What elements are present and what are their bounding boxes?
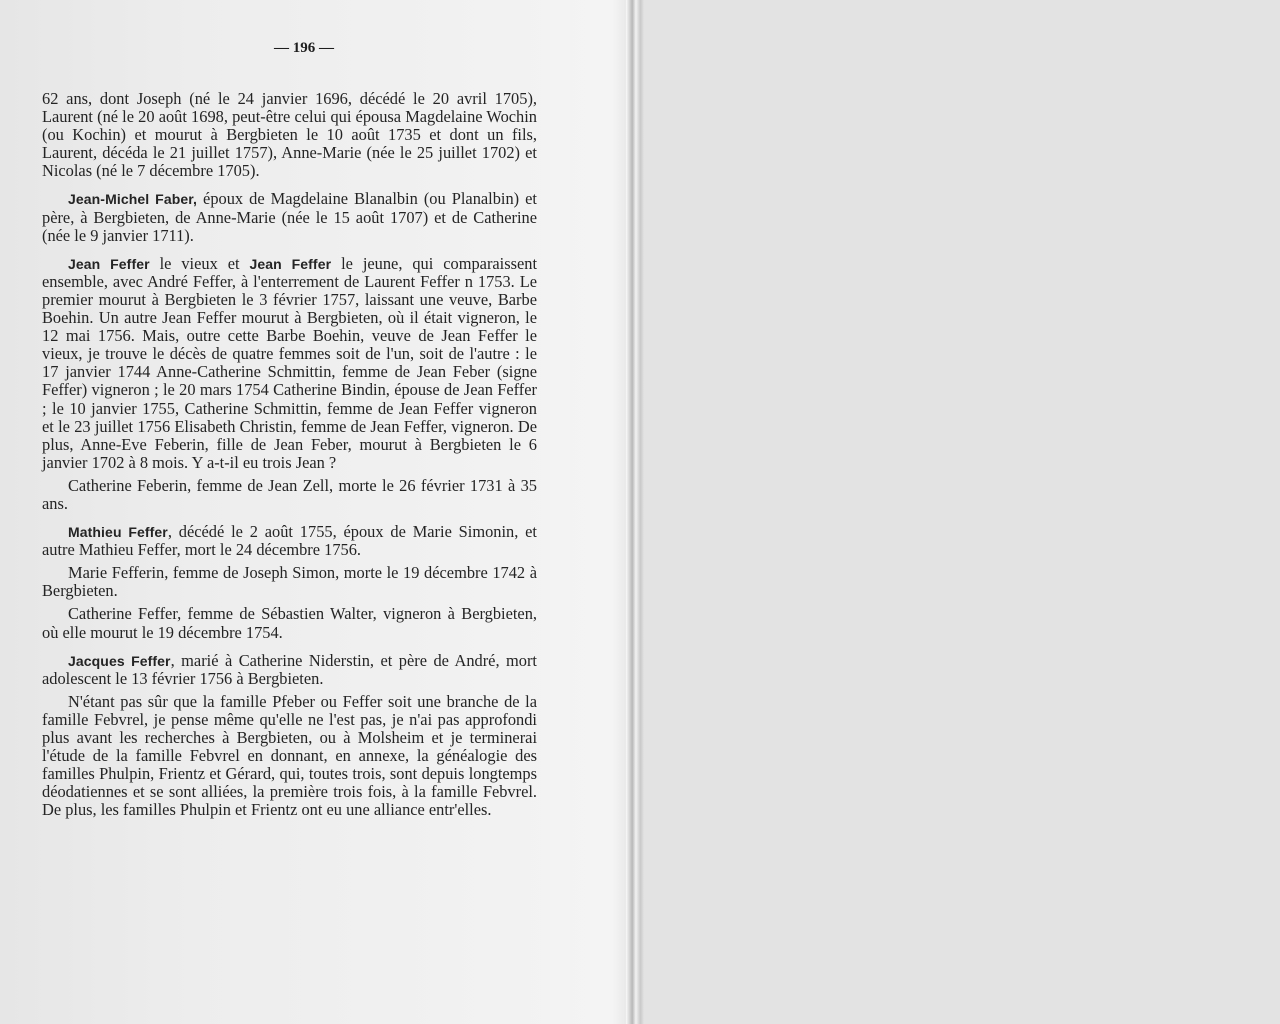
paragraph-6	[42, 564, 537, 600]
page-body	[42, 90, 537, 819]
paragraph-text: époux de Magdelaine Blanalbin (ou Planalbin) et père, à Bergbieten, de Anne-Marie (née le 15 août 1707) et de Catherine (née le 9 janvier 1711).	[42, 189, 537, 245]
paragraph-text: , marié à Catherine Niderstin, et père de André, mort adolescent le 13 février 1756 à Bergbieten.	[42, 650, 537, 688]
paragraph-text: le vieux et	[149, 253, 250, 273]
person-name: Jean Feffer	[249, 255, 332, 272]
person-name: Jacques Feffer	[68, 652, 171, 669]
paragraph-5	[42, 523, 537, 559]
person-name: Jean-Michel Faber,	[68, 191, 198, 208]
book-gutter	[626, 0, 644, 1024]
paragraph-4	[42, 477, 537, 513]
paragraph-text: le jeune, qui comparaissent ensemble, avec André Feffer, à l'enterrement de Laurent Feffer n 1753. Le premier mourut à Bergbieten le 3 février 1757, laissant une veuve, Barbe Boehin. Un autre Jean Feffer mourut à Bergbieten, où il était vigneron, le 12 mai 1756. Mais, outre cette Barbe Boehin, veuve de Jean Feffer le vieux, je trouve le décès de quatre femmes soit de l'un, soit de l'autre : le 17 janvier 1744 Anne-Catherine Schmittin, femme de Jean Feber (signe Feffer) vigneron ; le 20 mars 1754 Catherine Bindin, épouse de Jean Feffer ; le 10 janvier 1755, Catherine Schmittin, femme de Jean Feffer vigneron et le 23 juillet 1756 Elisabeth Christin, femme de Jean Feffer, vigneron. De plus, Anne-Eve Feberin, fille de Jean Feber, mourut à Bergbieten le 6 janvier 1702 à 8 mois. Y a-t-il eu trois Jean ?	[42, 253, 538, 472]
paragraph-7	[42, 605, 537, 641]
paragraph-text: Catherine Feberin, femme de Jean Zell, morte le 26 février 1731 à 35 ans.	[42, 475, 537, 513]
paragraph-2	[42, 190, 537, 244]
paragraph-text: N'étant pas sûr que la famille Pfeber ou Feffer soit une branche de la famille Febvrel, je pense même qu'elle ne l'est pas, je n'ai pas approfondi plus avant les recherches à Bergbieten, ou à Molsheim et je terminerai l'étude de la famille Febvrel en donnant, en annexe, la généalogie des familles Phulpin, Frientz et Gérard, qui, toutes trois, sont depuis longtemps déodatiennes et se sont alliées, la première trois fois, à la famille Febvrel. De plus, les familles Phulpin et Frientz ont eu une alliance entr'elles.	[42, 691, 537, 820]
page-number: — 196 —	[274, 40, 334, 56]
paragraph-text: 62 ans, dont Joseph (né le 24 janvier 1696, décédé le 20 avril 1705), Laurent (né le 20 août 1698, peut-être celui qui épousa Magdelaine Wochin (ou Kochin) et mourut à Bergbieten le 10 août 1735 et dont un fils, Laurent, décéda le 21 juillet 1757), Anne-Marie (née le 25 juillet 1702) et Nicolas (né le 7 décembre 1705).	[42, 89, 537, 181]
paragraph-8	[42, 652, 537, 688]
person-name: Jean Feffer	[68, 255, 150, 272]
book-page	[0, 0, 638, 1024]
paragraph-text: Marie Fefferin, femme de Joseph Simon, morte le 19 décembre 1742 à Bergbieten.	[42, 563, 537, 601]
paragraph-9	[42, 693, 537, 820]
person-name: Mathieu Feffer	[68, 524, 168, 541]
paragraph-1	[42, 90, 537, 180]
paragraph-text: Catherine Feffer, femme de Sébastien Walter, vigneron à Bergbieten, où elle mourut le 19 décembre 1754.	[42, 604, 537, 642]
paragraph-3	[42, 255, 537, 472]
paragraph-text: , décédé le 2 août 1755, époux de Marie Simonin, et autre Mathieu Feffer, mort le 24 décembre 1756.	[42, 522, 537, 560]
